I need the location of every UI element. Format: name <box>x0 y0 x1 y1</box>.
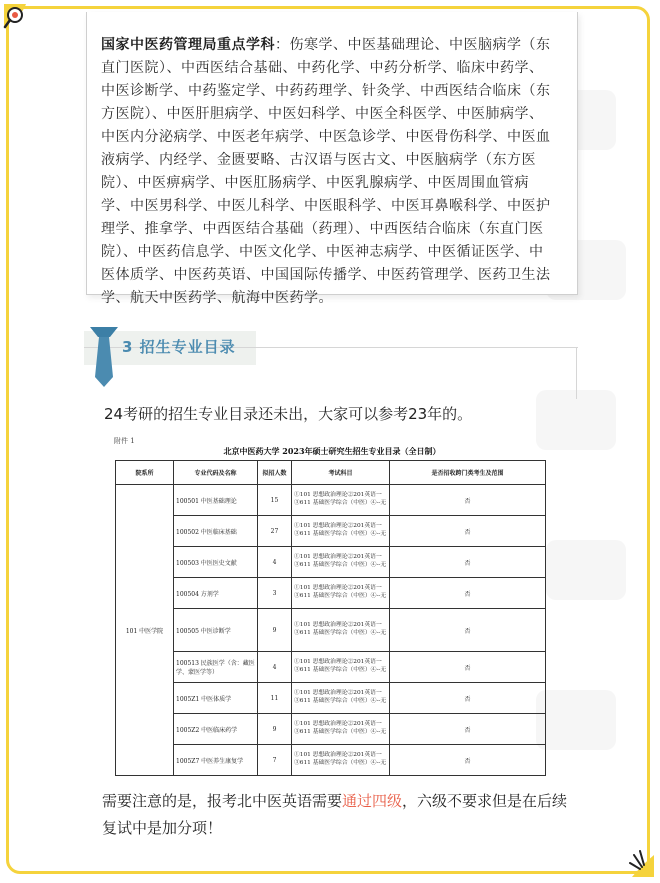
count-cell: 4 <box>258 652 292 683</box>
exam-cell: ①101 思想政治理论②201英语一③611 基础医学综合（中医）④--无 <box>292 714 390 745</box>
major-cell: 100501 中医基础理论 <box>174 485 258 516</box>
table-row <box>116 652 546 683</box>
exam-cell: ①101 思想政治理论②201英语一③611 基础医学综合（中医）④--无 <box>292 547 390 578</box>
exam-cell: ①101 思想政治理论②201英语一③611 基础医学综合（中医）④--无 <box>292 516 390 547</box>
header-count: 拟招人数 <box>258 461 292 485</box>
count-cell: 7 <box>258 745 292 776</box>
section-intro: 24考研的招生专业目录还未出，大家可以参考23年的。 <box>104 405 473 423</box>
exam-cell: ①101 思想政治理论②201英语一③611 基础医学综合（中医）④--无 <box>292 485 390 516</box>
note-text-post: ，六级不要求但是在后续复试中是加分项！ <box>102 792 568 837</box>
table-row <box>116 516 546 547</box>
pin-icon <box>0 0 32 32</box>
header-exam: 考试科目 <box>292 461 390 485</box>
count-cell: 11 <box>258 683 292 714</box>
count-cell: 9 <box>258 714 292 745</box>
section-header-edge <box>576 347 577 399</box>
table-row <box>116 683 546 714</box>
major-cell: 1005Z2 中医临床药学 <box>174 714 258 745</box>
major-cell: 100513 民族医学（含：藏医学、蒙医学等） <box>174 652 258 683</box>
major-cell: 100505 中医诊断学 <box>174 609 258 652</box>
dept-cell: 101 中医学院 <box>116 485 174 776</box>
count-cell: 4 <box>258 547 292 578</box>
cross-cell: 否 <box>390 609 546 652</box>
key-disciplines-list: ：伤寒学、中医基础理论、中医脑病学（东直门医院）、中西医结合基础、中药化学、中药分析学、临床中药学、中医诊断学、中药鉴定学、中药药理学、针灸学、中西医结合临床（东方医院）、中医肝胆病学、中医妇科学、中医全科医学、中医肺病学、中医内分泌病学、中医老年病学、中医急诊学、中医骨伤科学、中医血液病学、内经学、金匮要略、古汉语与医古文、中医脑病学（东方医院）、中医痹病学、中医肛肠病学、中医乳腺病学、中医周围血管病学、中医男科学、中医儿科学、中医眼科学、中医耳鼻喉科学、中医护理学、推拿学、中西医结合基础（药理）、中西医结合临床（东直门医院）、中医药信息学、中医文化学、中医神志病学、中医循证医学、中医体质学、中医药英语、中国国际传播学、中医药管理学、医药卫生法学、航天中医药学、航海中医药学。 <box>101 37 551 306</box>
table-header-row <box>116 461 546 485</box>
exam-cell: ①101 思想政治理论②201英语一③611 基础医学综合（中医）④--无 <box>292 652 390 683</box>
major-cell: 100502 中医临床基础 <box>174 516 258 547</box>
count-cell: 27 <box>258 516 292 547</box>
key-disciplines-heading: 国家中医药管理局重点学科 <box>101 37 275 53</box>
exam-cell: ①101 思想政治理论②201英语一③611 基础医学综合（中医）④--无 <box>292 609 390 652</box>
table-row <box>116 714 546 745</box>
cross-cell: 否 <box>390 547 546 578</box>
cross-cell: 否 <box>390 714 546 745</box>
necktie-icon <box>90 325 118 389</box>
table-row <box>116 578 546 609</box>
table-row <box>116 485 546 516</box>
note-text-pre: 需要注意的是，报考北中医英语需要 <box>102 792 343 810</box>
cross-cell: 否 <box>390 652 546 683</box>
table-row <box>116 547 546 578</box>
note-highlight: 通过四级 <box>342 792 403 810</box>
attachment-label: 附件 1 <box>114 437 135 445</box>
catalog-table <box>115 460 546 776</box>
table-row <box>116 609 546 652</box>
header-major: 专业代码及名称 <box>174 461 258 485</box>
english-requirement-note <box>102 788 572 842</box>
key-disciplines-text <box>87 12 577 310</box>
header-cross: 是否招收跨门类考生及范围 <box>390 461 546 485</box>
count-cell: 9 <box>258 609 292 652</box>
table-row <box>116 745 546 776</box>
exam-cell: ①101 思想政治理论②201英语一③611 基础医学综合（中医）④--无 <box>292 578 390 609</box>
key-disciplines-card <box>86 12 578 306</box>
count-cell: 3 <box>258 578 292 609</box>
exam-cell: ①101 思想政治理论②201英语一③611 基础医学综合（中医）④--无 <box>292 683 390 714</box>
major-cell: 100504 方剂学 <box>174 578 258 609</box>
catalog-document <box>112 436 552 776</box>
section-title: 3 招生专业目录 <box>122 338 236 356</box>
major-cell: 1005Z7 中医养生康复学 <box>174 745 258 776</box>
cross-cell: 否 <box>390 516 546 547</box>
sparkle-icon <box>624 847 658 881</box>
cross-cell: 否 <box>390 683 546 714</box>
header-dept: 院系所 <box>116 461 174 485</box>
cross-cell: 否 <box>390 485 546 516</box>
count-cell: 15 <box>258 485 292 516</box>
exam-cell: ①101 思想政治理论②201英语一③611 基础医学综合（中医）④--无 <box>292 745 390 776</box>
cross-cell: 否 <box>390 578 546 609</box>
major-cell: 100503 中医医史文献 <box>174 547 258 578</box>
catalog-title: 北京中医药大学 2023年硕士研究生招生专业目录（全日制） <box>223 446 441 456</box>
major-cell: 1005Z1 中医体质学 <box>174 683 258 714</box>
cross-cell: 否 <box>390 745 546 776</box>
